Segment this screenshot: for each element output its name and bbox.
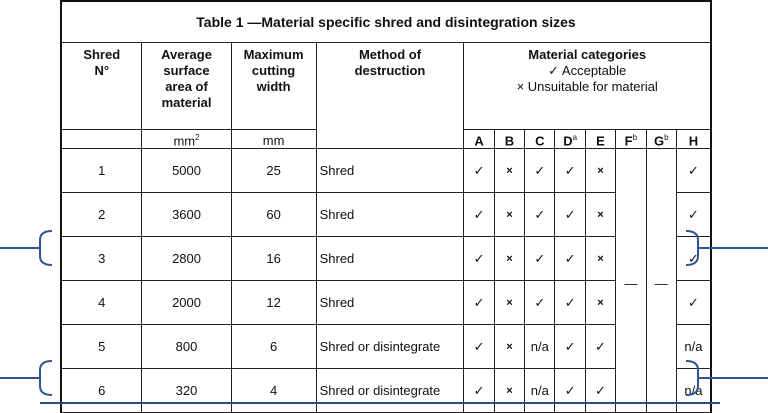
unit-area: $mm^2$	[142, 130, 231, 149]
category-c-mark: ✓	[525, 149, 555, 193]
shred-size-table	[60, 0, 712, 413]
category-c-mark: ✓	[525, 237, 555, 281]
category-h-mark: ✓	[676, 237, 711, 281]
category-b-mark: ×	[494, 237, 524, 281]
category-d-mark: ✓	[555, 281, 585, 325]
shred-number: 3	[61, 237, 142, 281]
brace-left-row3	[0, 228, 60, 268]
category-a-mark: ✓	[464, 237, 494, 281]
unit-blank	[61, 130, 142, 149]
brace-right-row3	[684, 228, 768, 268]
category-h-mark: n/a	[676, 369, 711, 413]
table-row	[61, 237, 711, 281]
legend-unsuitable: × Unsuitable for material	[516, 79, 658, 94]
category-c-mark: n/a	[525, 369, 555, 413]
header-average-area: Average surface area of material	[142, 43, 231, 130]
header-material-categories	[464, 43, 711, 130]
header-shred-no: Shred N°	[61, 43, 142, 130]
legend-acceptable: ✓ Acceptable	[548, 63, 627, 78]
category-g: $G^b$	[646, 130, 676, 149]
category-e-mark: ×	[585, 149, 615, 193]
cutting-width-value: 12	[231, 281, 316, 325]
category-h-mark: ✓	[676, 193, 711, 237]
category-h-mark: ✓	[676, 281, 711, 325]
category-d: $D^a$	[555, 130, 585, 149]
average-area-value: 5000	[142, 149, 231, 193]
header-max-cutting-width: Maximum cutting width	[231, 43, 316, 130]
method-value: Shred or disintegrate	[316, 325, 464, 369]
category-a-mark: ✓	[464, 369, 494, 413]
method-value: Shred	[316, 237, 464, 281]
table-row	[61, 149, 711, 193]
method-value: Shred	[316, 281, 464, 325]
category-c-mark: ✓	[525, 193, 555, 237]
category-e-mark: ×	[585, 281, 615, 325]
category-a-mark: ✓	[464, 149, 494, 193]
category-f: $F^b$	[616, 130, 646, 149]
shred-number: 1	[61, 149, 142, 193]
category-d-mark: ✓	[555, 369, 585, 413]
category-e-mark: ✓	[585, 369, 615, 413]
category-a: A	[464, 130, 494, 149]
category-b-mark: ×	[494, 325, 524, 369]
category-e-mark: ×	[585, 193, 615, 237]
cutting-width-value: 25	[231, 149, 316, 193]
shred-number: 4	[61, 281, 142, 325]
category-h-mark: ✓	[676, 149, 711, 193]
method-value: Shred or disintegrate	[316, 369, 464, 413]
category-a-mark: ✓	[464, 193, 494, 237]
category-f-dash: —	[616, 149, 646, 413]
category-e: E	[585, 130, 615, 149]
category-d-mark: ✓	[555, 237, 585, 281]
category-c-mark: ✓	[525, 281, 555, 325]
category-b-mark: ×	[494, 149, 524, 193]
average-area-value: 2000	[142, 281, 231, 325]
category-c-mark: n/a	[525, 325, 555, 369]
category-b-mark: ×	[494, 369, 524, 413]
category-g-dash: —	[646, 149, 676, 413]
cutting-width-value: 16	[231, 237, 316, 281]
category-a-mark: ✓	[464, 281, 494, 325]
table-row	[61, 281, 711, 325]
average-area-value: 320	[142, 369, 231, 413]
category-b-mark: ×	[494, 281, 524, 325]
category-d-mark: ✓	[555, 193, 585, 237]
category-h-mark: n/a	[676, 325, 711, 369]
header-method: Method of destruction	[316, 43, 464, 149]
shred-number: 6	[61, 369, 142, 413]
categories-title: Material categories	[528, 47, 647, 62]
shred-number: 5	[61, 325, 142, 369]
table-row	[61, 369, 711, 413]
brace-left-row6	[0, 358, 60, 398]
average-area-value: 3600	[142, 193, 231, 237]
average-area-value: 800	[142, 325, 231, 369]
unit-width: mm	[231, 130, 316, 149]
category-d-mark: ✓	[555, 149, 585, 193]
cutting-width-value: 4	[231, 369, 316, 413]
method-value: Shred	[316, 149, 464, 193]
table-title: Table 1 —Material specific shred and disintegration sizes	[61, 1, 711, 43]
cutting-width-value: 60	[231, 193, 316, 237]
category-e-mark: ×	[585, 237, 615, 281]
category-a-mark: ✓	[464, 325, 494, 369]
method-value: Shred	[316, 193, 464, 237]
cutting-width-value: 6	[231, 325, 316, 369]
table-row	[61, 193, 711, 237]
average-area-value: 2800	[142, 237, 231, 281]
table-body	[61, 149, 711, 413]
brace-right-row6	[684, 358, 768, 398]
category-b: B	[494, 130, 524, 149]
table-row	[61, 325, 711, 369]
bottom-rule	[40, 402, 720, 404]
category-d-mark: ✓	[555, 325, 585, 369]
category-h: H	[676, 130, 711, 149]
shred-number: 2	[61, 193, 142, 237]
category-c: C	[525, 130, 555, 149]
category-b-mark: ×	[494, 193, 524, 237]
category-e-mark: ✓	[585, 325, 615, 369]
document-page	[60, 0, 712, 404]
